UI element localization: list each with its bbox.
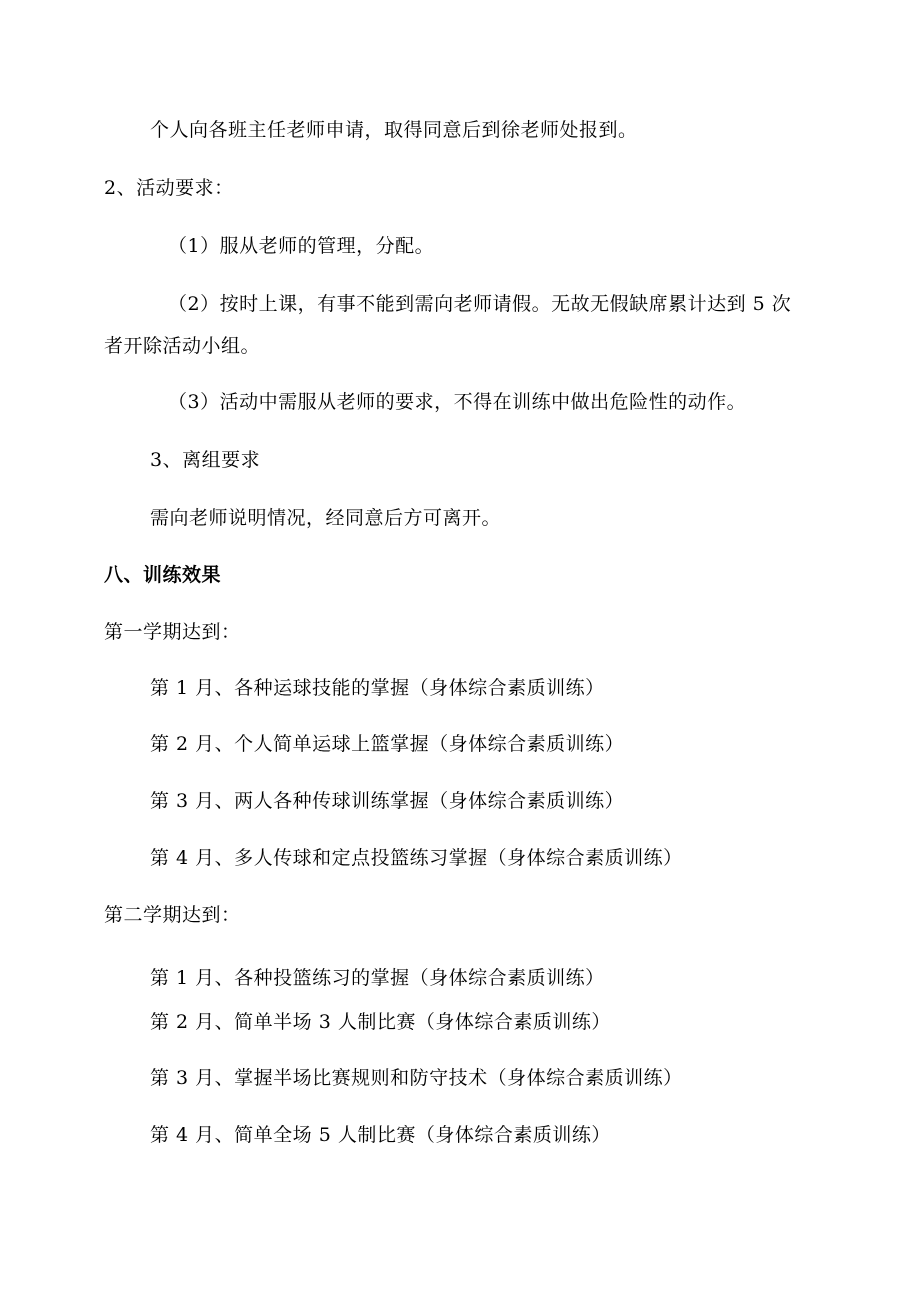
term-2-month-1: 第 1 月、各种投篮练习的掌握（身体综合素质训练）	[150, 967, 605, 989]
term-2-month-4: 第 4 月、简单全场 5 人制比赛（身体综合素质训练）	[150, 1124, 611, 1146]
leave-heading: 3、离组要求	[150, 449, 261, 471]
requirement-item-2-line-1: （2）按时上课，有事不能到需向老师请假。无故无假缺席累计达到 5 次	[168, 293, 792, 315]
requirement-item-3: （3）活动中需服从老师的要求，不得在训练中做出危险性的动作。	[168, 391, 747, 413]
term-1-month-1: 第 1 月、各种运球技能的掌握（身体综合素质训练）	[150, 677, 605, 699]
leave-text: 需向老师说明情况，经同意后方可离开。	[150, 507, 502, 529]
term-1-month-2: 第 2 月、个人简单运球上篮掌握（身体综合素质训练）	[150, 733, 625, 755]
term-2-month-2: 第 2 月、简单半场 3 人制比赛（身体综合素质训练）	[150, 1011, 611, 1033]
term-1-month-3: 第 3 月、两人各种传球训练掌握（身体综合素质训练）	[150, 790, 625, 812]
term-1-label: 第一学期达到：	[104, 621, 241, 643]
requirements-heading: 2、活动要求：	[104, 177, 234, 199]
section-8-heading: 八、训练效果	[104, 564, 222, 586]
apply-text: 个人向各班主任老师申请，取得同意后到徐老师处报到。	[150, 119, 638, 141]
term-2-month-3: 第 3 月、掌握半场比赛规则和防守技术（身体综合素质训练）	[150, 1067, 683, 1089]
term-2-label: 第二学期达到：	[104, 904, 241, 926]
requirement-item-2-line-2: 者开除活动小组。	[104, 335, 261, 357]
term-1-month-4: 第 4 月、多人传球和定点投篮练习掌握（身体综合素质训练）	[150, 847, 683, 869]
requirement-item-1: （1）服从老师的管理，分配。	[168, 235, 435, 257]
